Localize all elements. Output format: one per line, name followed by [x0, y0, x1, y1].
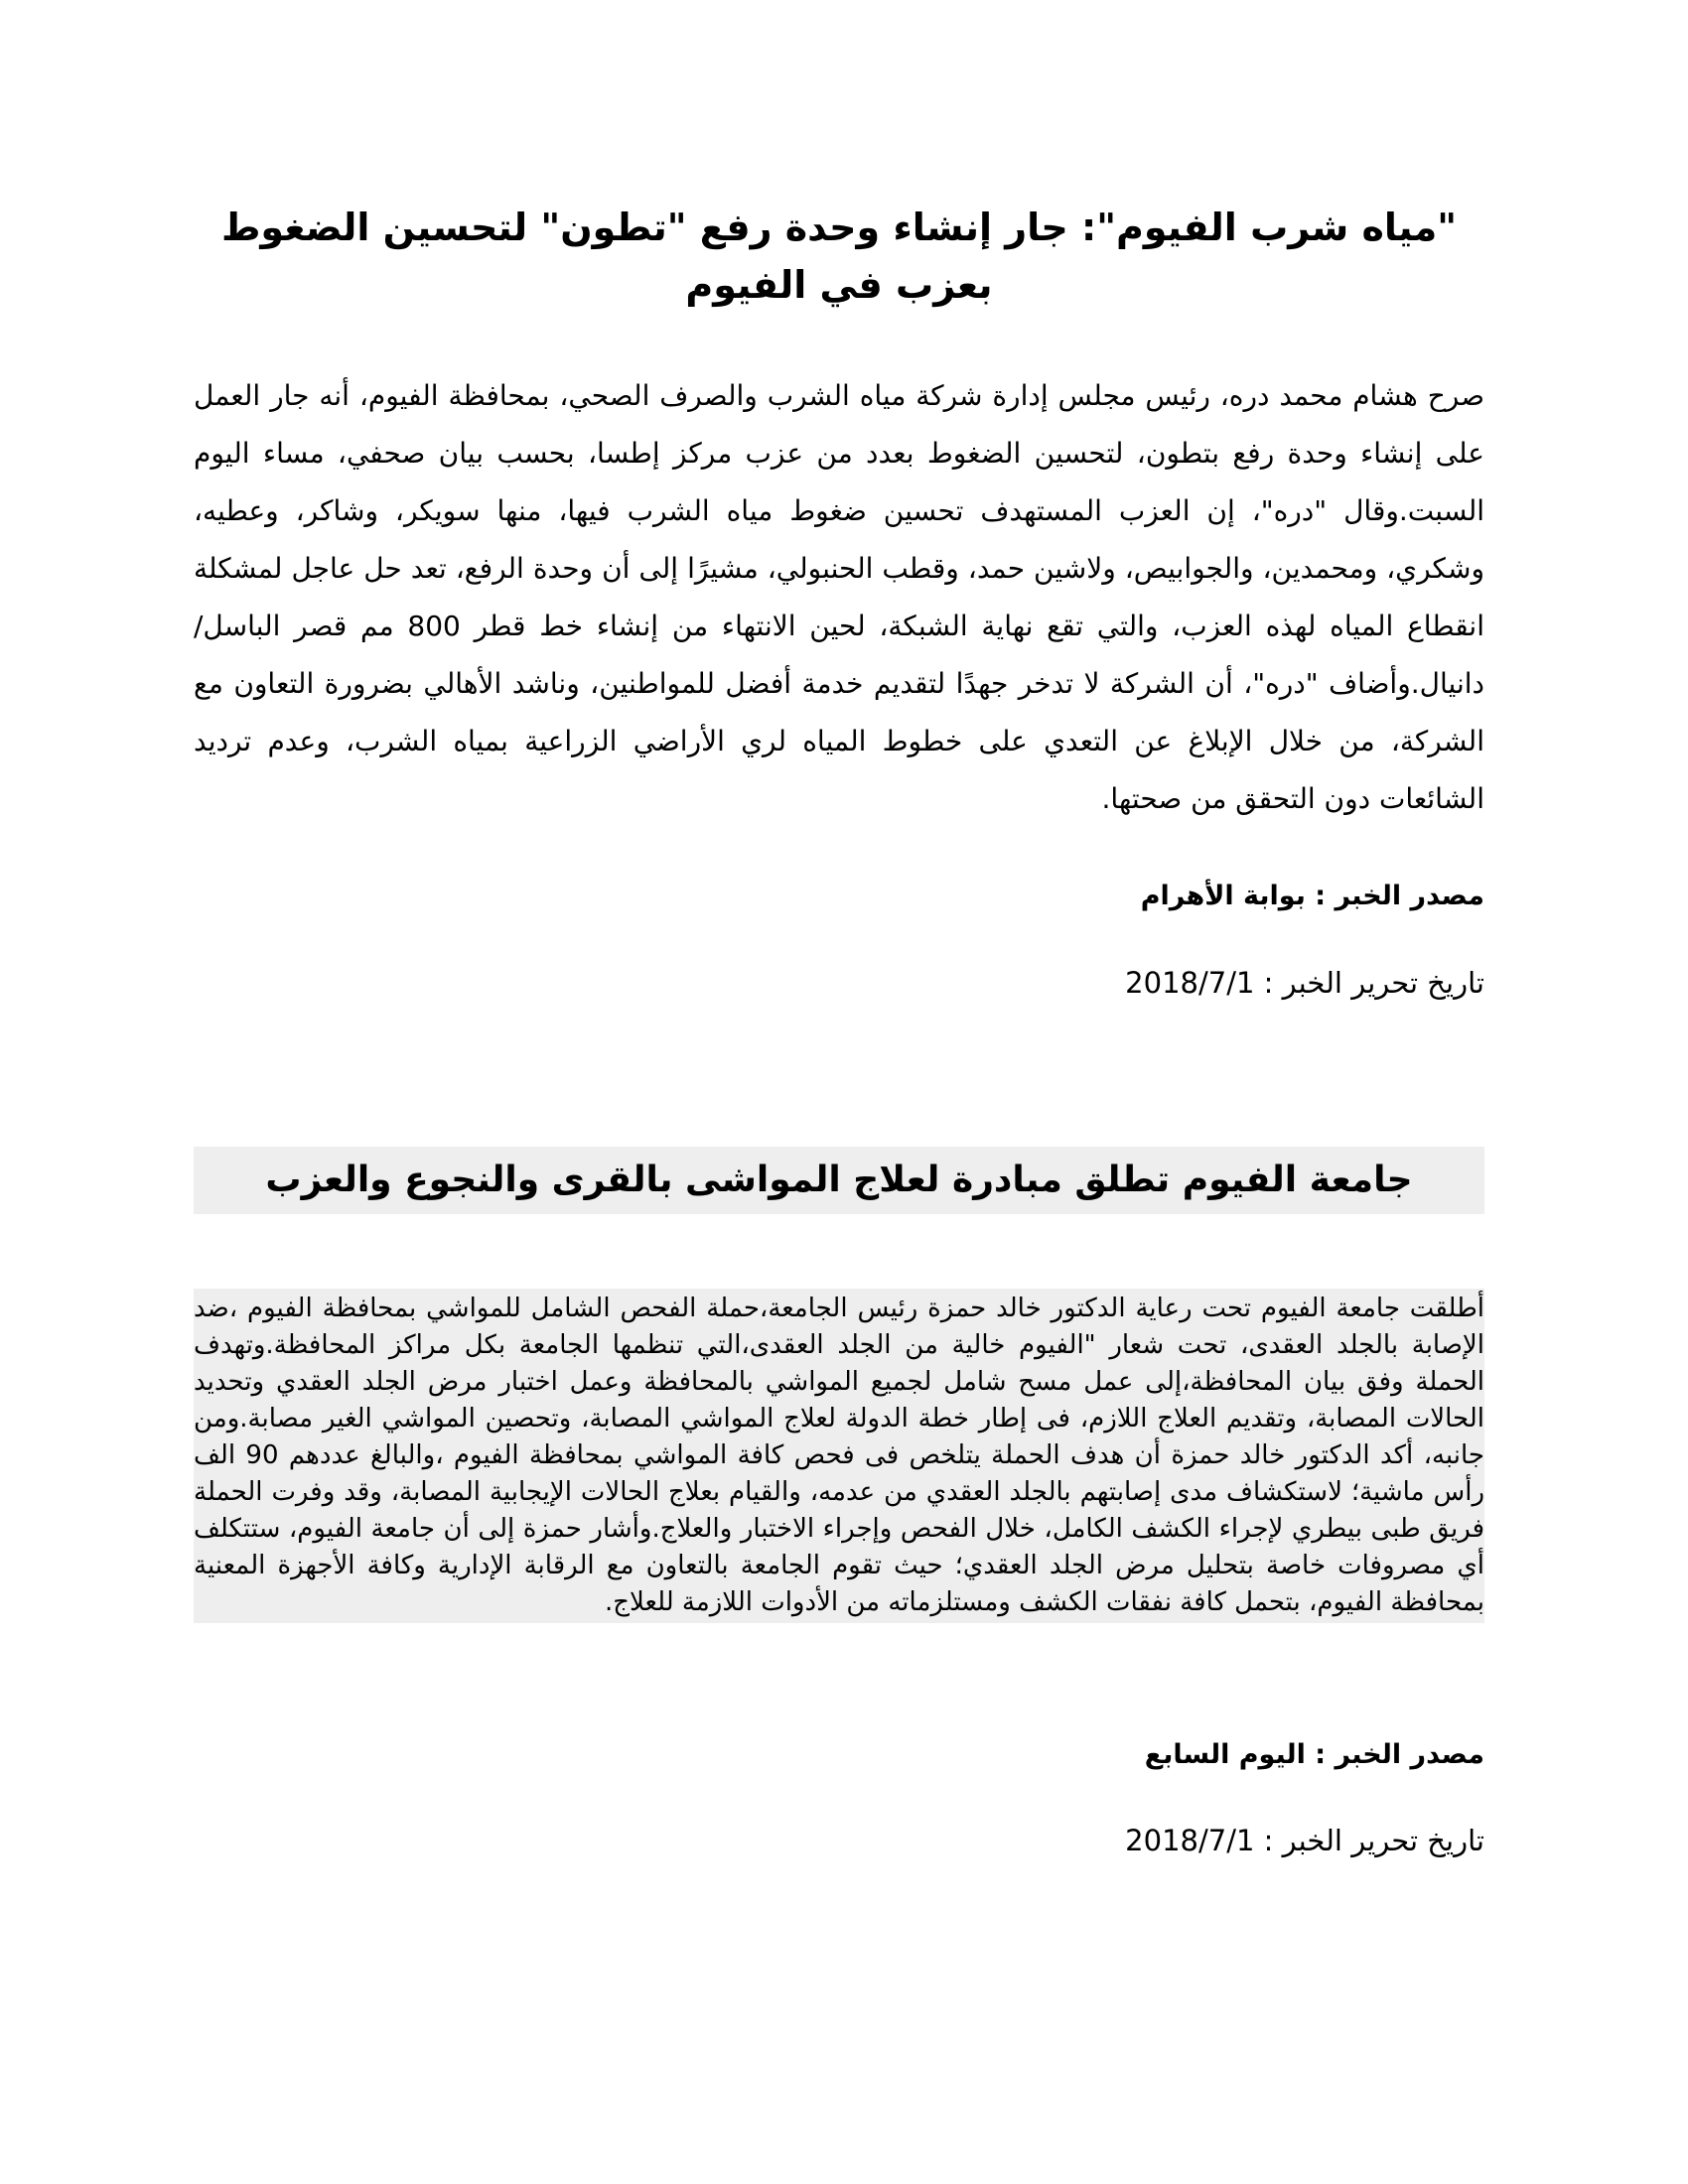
article-2-source: مصدر الخبر : اليوم السابع — [1144, 1739, 1484, 1770]
document-page — [194, 0, 1484, 2184]
article-1-title: "مياه شرب الفيوم": جار إنشاء وحدة رفع "تطون" لتحسين الضغوط بعزب في الفيوم — [220, 205, 1458, 307]
article-2-body: أطلقت جامعة الفيوم تحت رعاية الدكتور خالد حمزة رئيس الجامعة،حملة الفحص الشامل للمواشي بمحافظة الفيوم ،ضد الإصابة بالجلد العقدى، تحت شعار "الفيوم خالية من الجلد العقدى،التي تنظمها الجامعة بكل مراكز المحافظة.وتهدف الحملة وفق بيان المحافظة،إلى عمل مسح شامل لجميع المواشي بالمحافظة وعمل اختبار مرض الجلد العقدي وتحديد الحالات المصابة، وتقديم العلاج اللازم، فى إطار خطة الدولة لعلاج المواشي المصابة، وتحصين المواشي الغير مصابة.ومن جانبه، أكد الدكتور خالد حمزة أن هدف الحملة يتلخص فى فحص كافة المواشي بمحافظة الفيوم ،والبالغ عددهم 90 الف رأس ماشية؛ لاستكشاف مدى إصابتهم بالجلد العقدي من عدمه، والقيام بعلاج الحالات الإيجابية المصابة، وقد وفرت الحملة فريق طبى بيطري لإجراء الكشف الكامل، خلال الفحص وإجراء الاختبار والعلاج.وأشار حمزة إلى أن جامعة الفيوم، ستتكلف أي مصروفات خاصة بتحليل مرض الجلد العقدي؛ حيث تقوم الجامعة بالتعاون مع الرقابة الإدارية وكافة الأجهزة المعنية بمحافظة الفيوم، بتحمل كافة نفقات الكشف ومستلزماته من الأدوات اللازمة للعلاج. — [194, 1289, 1484, 1623]
article-2-date: تاريخ تحرير الخبر : 2018/7/1 — [1125, 1824, 1484, 1857]
article-1-date: تاريخ تحرير الخبر : 2018/7/1 — [1125, 966, 1484, 1000]
article-2-title: جامعة الفيوم تطلق مبادرة لعلاج المواشى بالقرى والنجوع والعزب — [265, 1160, 1413, 1200]
article-1-source: مصدر الخبر : بوابة الأهرام — [1140, 881, 1484, 911]
article-1-body: صرح هشام محمد دره، رئيس مجلس إدارة شركة مياه الشرب والصرف الصحي، بمحافظة الفيوم، أنه جار العمل على إنشاء وحدة رفع بتطون، لتحسين الضغوط بعدد من عزب مركز إطسا، بحسب بيان صحفي، مساء اليوم السبت.وقال "دره"، إن العزب المستهدف تحسين ضغوط مياه الشرب فيها، منها سويكر، وشاكر، وعطيه، وشكري، ومحمدين، والجوابيص، ولاشين حمد، وقطب الحنبولي، مشيرًا إلى أن وحدة الرفع، تعد حل عاجل لمشكلة انقطاع المياه لهذه العزب، والتي تقع نهاية الشبكة، لحين الانتهاء من إنشاء خط قطر 800 مم قصر الباسل/ دانيال.وأضاف "دره"، أن الشركة لا تدخر جهدًا لتقديم خدمة أفضل للمواطنين، وناشد الأهالي بضرورة التعاون مع الشركة، من خلال الإبلاغ عن التعدي على خطوط المياه لري الأراضي الزراعية بمياه الشرب، وعدم ترديد الشائعات دون التحقق من صحتها. — [194, 379, 1484, 815]
